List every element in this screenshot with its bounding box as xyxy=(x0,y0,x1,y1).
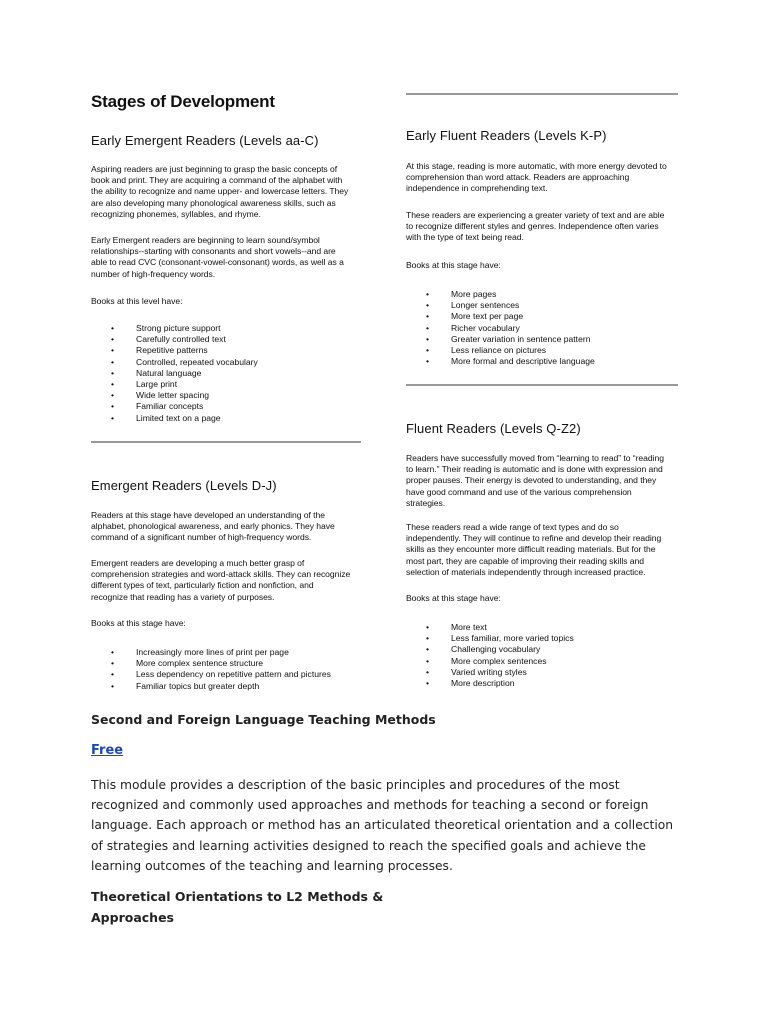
section-divider xyxy=(406,384,678,386)
bullet-icon: • xyxy=(426,655,430,666)
list-item-text: More text xyxy=(451,622,487,632)
paragraph-line: Readers at this stage have developed an understanding of the xyxy=(91,510,325,520)
list-item xyxy=(426,289,595,300)
bullet-icon: • xyxy=(111,345,115,356)
early-emergent-books-label: Books at this level have: xyxy=(91,296,183,306)
list-item xyxy=(111,390,258,401)
emergent-heading: Emergent Readers (Levels D-J) xyxy=(91,478,277,493)
module-heading: Second and Foreign Language Teaching Methods xyxy=(91,712,436,727)
list-item-text: Limited text on a page xyxy=(136,412,221,423)
list-item-text: Carefully controlled text xyxy=(136,334,226,345)
paragraph-line: most part, they are capable of improving their reading skills and xyxy=(406,555,644,566)
list-item-text: Longer sentences xyxy=(451,300,520,311)
paragraph-line: book and print. They are acquiring a command of the alphabet with xyxy=(91,175,343,186)
early-fluent-paragraph-2 xyxy=(406,210,678,244)
subheading-line-1: Theoretical Orientations to L2 Methods & xyxy=(91,889,384,904)
section-divider xyxy=(91,441,361,443)
list-item xyxy=(111,345,258,356)
list-item-text: Richer vocabulary xyxy=(451,322,520,333)
list-item xyxy=(111,334,258,345)
bullet-icon: • xyxy=(111,658,115,669)
paragraph-line: At this stage, reading is more automatic, with more energy devoted to xyxy=(406,161,667,171)
bullet-icon: • xyxy=(426,633,430,644)
early-emergent-list xyxy=(111,323,258,424)
paragraph-line: Aspiring readers are just beginning to grasp the basic concepts of xyxy=(91,164,338,174)
bullet-icon: • xyxy=(426,333,430,344)
list-item xyxy=(111,401,258,412)
paragraph-line: Readers have successfully moved from “learning to read” to “reading xyxy=(406,453,664,463)
bullet-icon: • xyxy=(111,379,115,390)
emergent-paragraph-2 xyxy=(91,558,366,603)
list-item-text: Strong picture support xyxy=(136,323,221,333)
bullet-icon: • xyxy=(426,666,430,677)
paragraph-line: strategies. xyxy=(406,497,446,508)
paragraph-line: proper pauses. Their energy is devoted to understanding, and they xyxy=(406,475,657,486)
page-title: Stages of Development xyxy=(91,92,275,111)
early-fluent-books-label: Books at this stage have: xyxy=(406,260,501,270)
emergent-books-label: Books at this stage have: xyxy=(91,618,186,628)
list-item-text: Familiar concepts xyxy=(136,401,204,412)
paragraph-line: recognize that reading has a variety of purposes. xyxy=(91,591,275,602)
paragraph-line: Early Emergent readers are beginning to learn sound/symbol xyxy=(91,235,320,245)
list-item xyxy=(111,356,258,368)
paragraph-line: relationships--starting with consonants and short vowels--and are xyxy=(91,246,336,257)
emergent-paragraph-1 xyxy=(91,510,361,544)
paragraph-line: to learn.” Their reading is automatic and is done with expression and xyxy=(406,464,663,475)
early-emergent-paragraph-2 xyxy=(91,235,361,280)
list-item xyxy=(111,367,258,379)
early-fluent-paragraph-1 xyxy=(406,161,678,195)
bullet-icon: • xyxy=(426,356,430,367)
early-emergent-paragraph-1 xyxy=(91,164,361,220)
list-item-text: Greater variation in sentence pattern xyxy=(451,333,591,344)
paragraph-line: comprehension strategies and word-attack skills. They can recognize xyxy=(91,569,351,580)
list-item xyxy=(426,678,574,689)
paragraph-line: different types of text, particularly fiction and nonfiction, and xyxy=(91,580,314,591)
bullet-icon: • xyxy=(426,622,430,632)
list-item xyxy=(426,356,595,367)
paragraph-line: recognizing phonemes, syllables, and rhyme. xyxy=(91,208,261,219)
list-item-text: Repetitive patterns xyxy=(136,345,208,356)
list-item-text: More description xyxy=(451,678,515,689)
list-item xyxy=(426,333,595,345)
paragraph-line: to recognize different styles and genres. Independence often varies xyxy=(406,221,659,232)
list-item-text: Less reliance on pictures xyxy=(451,345,547,356)
list-item xyxy=(426,322,595,334)
paragraph-line: independently. They will continue to refine and develop their reading xyxy=(406,533,662,544)
list-item-text: More complex sentence structure xyxy=(136,658,264,669)
fluent-heading: Fluent Readers (Levels Q-Z2) xyxy=(406,421,581,436)
bullet-icon: • xyxy=(111,390,115,401)
subheading-line-2: Approaches xyxy=(91,910,174,925)
paragraph-line: able to read CVC (consonant-vowel-consonant) words, as well as a xyxy=(91,257,344,268)
list-item-text: Increasingly more lines of print per page xyxy=(136,647,289,657)
bullet-icon: • xyxy=(111,334,115,345)
bullet-icon: • xyxy=(111,356,115,367)
list-item xyxy=(426,655,574,667)
paragraph-line: selection of materials independently through increased practice. xyxy=(406,566,646,577)
list-item-text: More text per page xyxy=(451,311,524,322)
bullet-icon: • xyxy=(426,289,430,299)
list-item-text: More complex sentences xyxy=(451,655,547,666)
bullet-icon: • xyxy=(426,300,430,311)
list-item-text: More pages xyxy=(451,289,497,299)
bullet-icon: • xyxy=(426,644,430,655)
list-item xyxy=(111,680,331,692)
bullet-icon: • xyxy=(111,323,115,333)
bullet-icon: • xyxy=(426,322,430,333)
paragraph-line: command of a significant number of high-frequency words. xyxy=(91,532,312,543)
bullet-icon: • xyxy=(111,669,115,680)
list-item-text: Natural language xyxy=(136,367,202,378)
list-item-text: Wide letter spacing xyxy=(136,390,210,401)
bullet-icon: • xyxy=(111,647,115,657)
fluent-books-label: Books at this stage have: xyxy=(406,593,501,603)
bullet-icon: • xyxy=(111,680,115,691)
list-item xyxy=(426,644,574,655)
paragraph-line: Emergent readers are developing a much better grasp of xyxy=(91,558,305,568)
paragraph-line: alphabet, phonological awareness, and early phonics. They have xyxy=(91,521,335,532)
paragraph-line: with the type of text being read. xyxy=(406,232,524,243)
bullet-icon: • xyxy=(111,401,115,412)
early-emergent-heading: Early Emergent Readers (Levels aa-C) xyxy=(91,133,319,148)
paragraph-line: are also developing many phonological awareness skills, such as xyxy=(91,197,336,208)
emergent-list xyxy=(111,647,331,692)
bullet-icon: • xyxy=(426,311,430,322)
list-item-text: Varied writing styles xyxy=(451,666,527,677)
section-divider xyxy=(406,93,678,95)
paragraph-line: the ability to recognize and name upper- and lowercase letters. They xyxy=(91,186,349,197)
list-item-text: Large print xyxy=(136,379,178,390)
paragraph-line: These readers read a wide range of text types and do so xyxy=(406,522,619,532)
list-item xyxy=(111,412,258,424)
module-description: This module provides a description of the basic principles and procedures of the most recognized and commonly used approaches and methods for teaching a second or foreign language. Each approach or method has an articulated theoretical orientation and a collection of strategies and learning activities designed to reach the specified goals and achieve the learning outcomes of the teaching and learning processes. xyxy=(91,778,674,873)
list-item xyxy=(111,658,331,669)
list-item xyxy=(426,666,574,678)
list-item xyxy=(426,300,595,311)
paragraph-line: independence in comprehending text. xyxy=(406,183,548,194)
list-item xyxy=(426,622,574,633)
bullet-icon: • xyxy=(111,367,115,378)
list-item xyxy=(426,633,574,644)
fluent-list xyxy=(426,622,574,689)
list-item-text: Less familiar, more varied topics xyxy=(451,633,574,644)
list-item-text: More formal and descriptive language xyxy=(451,356,595,367)
list-item xyxy=(111,669,331,680)
paragraph-line: These readers are experiencing a greater variety of text and are able xyxy=(406,210,665,220)
bullet-icon: • xyxy=(426,678,430,689)
fluent-paragraph-1 xyxy=(406,453,678,509)
paragraph-line: skills as they encounter more difficult reading materials. But for the xyxy=(406,544,656,555)
list-item-text: Familiar topics but greater depth xyxy=(136,680,260,691)
list-item xyxy=(426,311,595,322)
fluent-paragraph-2 xyxy=(406,522,678,578)
list-item xyxy=(426,345,595,356)
bullet-icon: • xyxy=(426,345,430,356)
list-item xyxy=(111,323,258,334)
list-item xyxy=(111,647,331,658)
early-fluent-heading: Early Fluent Readers (Levels K-P) xyxy=(406,128,607,143)
list-item-text: Controlled, repeated vocabulary xyxy=(136,356,258,367)
list-item-text: Less dependency on repetitive pattern and pictures xyxy=(136,669,331,680)
free-link[interactable]: Free xyxy=(91,743,124,758)
list-item-text: Challenging vocabulary xyxy=(451,644,541,655)
bullet-icon: • xyxy=(111,412,115,423)
paragraph-line: have good command and use of the various comprehension xyxy=(406,486,632,497)
paragraph-line: number of high-frequency words. xyxy=(91,268,216,279)
paragraph-line: comprehension than word attack. Readers are approaching xyxy=(406,172,630,183)
early-fluent-list xyxy=(426,289,595,367)
list-item xyxy=(111,379,258,390)
